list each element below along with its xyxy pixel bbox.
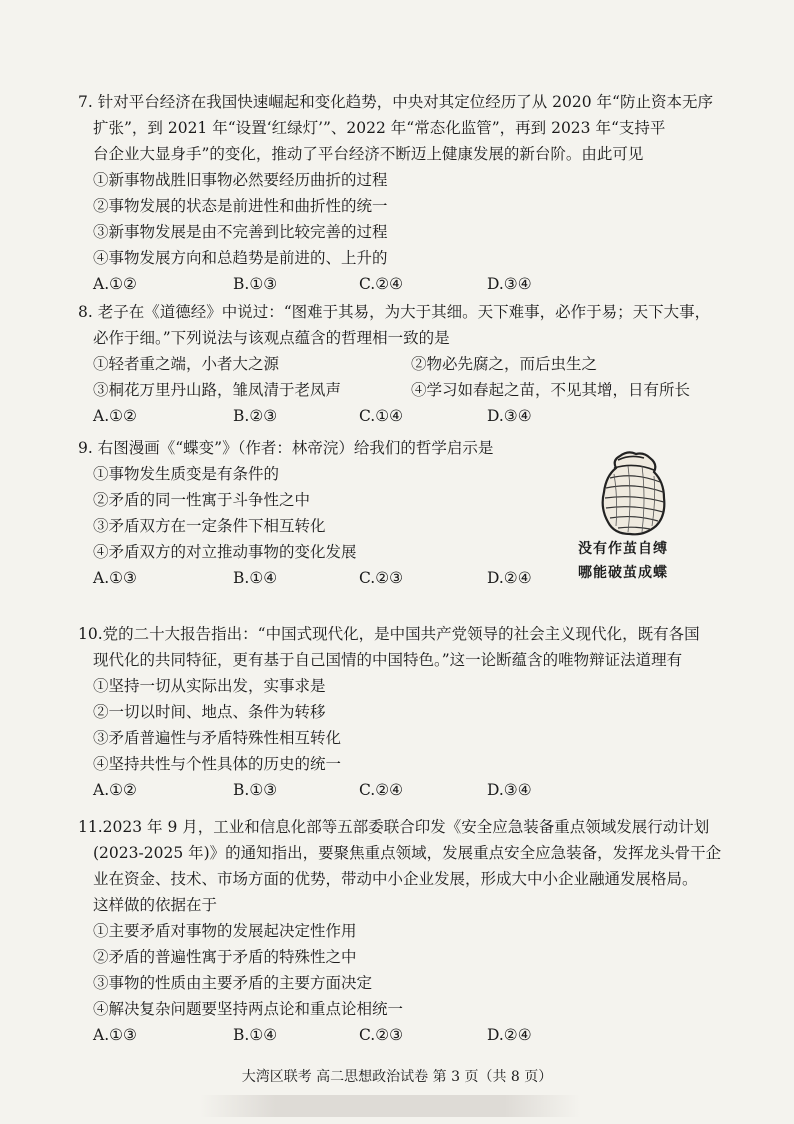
- option-b: B.①④: [233, 1026, 278, 1044]
- question-10: [78, 621, 738, 803]
- question-11: [78, 814, 738, 1048]
- option-d: D.②④: [487, 569, 532, 587]
- page-footer: 大湾区联考 高二思想政治试卷 第 3 页（共 8 页）: [241, 1069, 553, 1085]
- question-11-choice: ③事物的性质由主要矛盾的主要方面决定: [93, 974, 373, 992]
- question-10-choice: ④坚持共性与个性具体的历史的统一: [93, 755, 342, 773]
- cocoon-icon: [578, 448, 698, 538]
- option-c: C.②③: [359, 1026, 404, 1044]
- option-d: D.③④: [487, 407, 532, 425]
- question-7-stem-line: 台企业大显身手”的变化，推动了平台经济不断迈上健康发展的新台阶。由此可见: [93, 145, 644, 163]
- option-b: B.②③: [233, 407, 278, 425]
- question-8: [78, 299, 738, 429]
- question-11-stem-line: 这样做的依据在于: [93, 896, 218, 914]
- option-a: A.①②: [93, 407, 137, 425]
- question-8-stem-line: 必作于细。”下列说法与该观点蕴含的哲理相一致的是: [93, 329, 450, 347]
- question-10-stem-line: 现代化的共同特征，更有基于自己国情的中国特色。”这一论断蕴含的唯物辩证法道理有: [93, 651, 683, 669]
- question-7-choice: ②事物发展的状态是前进性和曲折性的统一: [93, 197, 388, 215]
- option-c: C.②④: [359, 781, 404, 799]
- question-10-options: [78, 777, 738, 803]
- cartoon-caption-line: 没有作茧自缚: [578, 541, 668, 557]
- question-10-choice: ③矛盾普遍性与矛盾特殊性相互转化: [93, 729, 342, 747]
- cartoon-caption-line: 哪能破茧成蝶: [578, 565, 668, 581]
- question-8-choice: ③桐花万里丹山路，雏凤清于老凤声: [93, 381, 342, 399]
- option-b: B.①③: [233, 781, 278, 799]
- question-10-stem-line: 10.党的二十大报告指出：“中国式现代化，是中国共产党领导的社会主义现代化，既有各国: [78, 625, 700, 643]
- option-d: D.②④: [487, 1026, 532, 1044]
- question-7-stem-line: 7. 针对平台经济在我国快速崛起和变化趋势，中央对其定位经历了从 2020 年“防止资本无序: [78, 93, 713, 111]
- question-9-choice: ②矛盾的同一性寓于斗争性之中: [93, 491, 311, 509]
- question-8-choice: ①轻者重之端，小者大之源: [93, 355, 280, 373]
- question-7-options: [78, 271, 738, 297]
- question-11-stem-line: 业在资金、技术、市场方面的优势，带动中小企业发展，形成大中小企业融通发展格局。: [93, 870, 698, 888]
- question-8-choice: ④学习如春起之苗，不见其增，日有所长: [411, 381, 691, 399]
- question-8-choice-row: [78, 351, 738, 377]
- question-9-choice: ④矛盾双方的对立推动事物的变化发展: [93, 543, 357, 561]
- question-10-choice: ①坚持一切从实际出发，实事求是: [93, 677, 326, 695]
- option-c: C.①④: [359, 407, 404, 425]
- scan-smudge: [200, 1095, 580, 1117]
- option-a: A.①③: [93, 569, 137, 587]
- question-9-stem-line: 9. 右图漫画《“蝶变”》（作者：林帝浣）给我们的哲学启示是: [78, 439, 494, 457]
- option-d: D.③④: [487, 275, 532, 293]
- question-11-choice: ④解决复杂问题要坚持两点论和重点论相统一: [93, 1000, 404, 1018]
- question-11-options: [78, 1022, 738, 1048]
- option-c: C.②③: [359, 569, 404, 587]
- question-9-choice: ①事物发生质变是有条件的: [93, 465, 280, 483]
- option-a: A.①②: [93, 275, 137, 293]
- option-b: B.①③: [233, 275, 278, 293]
- option-b: B.①④: [233, 569, 278, 587]
- option-a: A.①②: [93, 781, 137, 799]
- question-8-choice-row: [78, 377, 738, 403]
- question-11-stem-line: 11.2023 年 9 月，工业和信息化部等五部委联合印发《安全应急装备重点领域发展行动计划: [78, 818, 710, 836]
- cocoon-cartoon: [578, 448, 698, 588]
- question-11-choice: ②矛盾的普遍性寓于矛盾的特殊性之中: [93, 948, 357, 966]
- question-7: [78, 89, 738, 297]
- question-7-choice: ①新事物战胜旧事物必然要经历曲折的过程: [93, 171, 388, 189]
- question-8-stem-line: 8. 老子在《道德经》中说过：“图难于其易，为大于其细。天下难事，必作于易；天下大事，: [78, 303, 711, 321]
- question-9-choice: ③矛盾双方在一定条件下相互转化: [93, 517, 326, 535]
- question-7-stem-line: 扩张”，到 2021 年“设置‘红绿灯’”、2022 年“常态化监管”，再到 2023 年“支持平: [93, 119, 666, 137]
- question-8-choice: ②物必先腐之，而后虫生之: [411, 355, 598, 373]
- option-a: A.①③: [93, 1026, 137, 1044]
- question-7-choice: ④事物发展方向和总趋势是前进的、上升的: [93, 249, 388, 267]
- option-d: D.③④: [487, 781, 532, 799]
- option-c: C.②④: [359, 275, 404, 293]
- question-11-stem-line: (2023-2025 年)》的通知指出，要聚焦重点领域，发展重点安全应急装备，发挥龙头骨干企: [93, 844, 722, 862]
- question-11-choice: ①主要矛盾对事物的发展起决定性作用: [93, 922, 357, 940]
- question-7-choice: ③新事物发展是由不完善到比较完善的过程: [93, 223, 388, 241]
- question-10-choice: ②一切以时间、地点、条件为转移: [93, 703, 326, 721]
- question-8-options: [78, 403, 738, 429]
